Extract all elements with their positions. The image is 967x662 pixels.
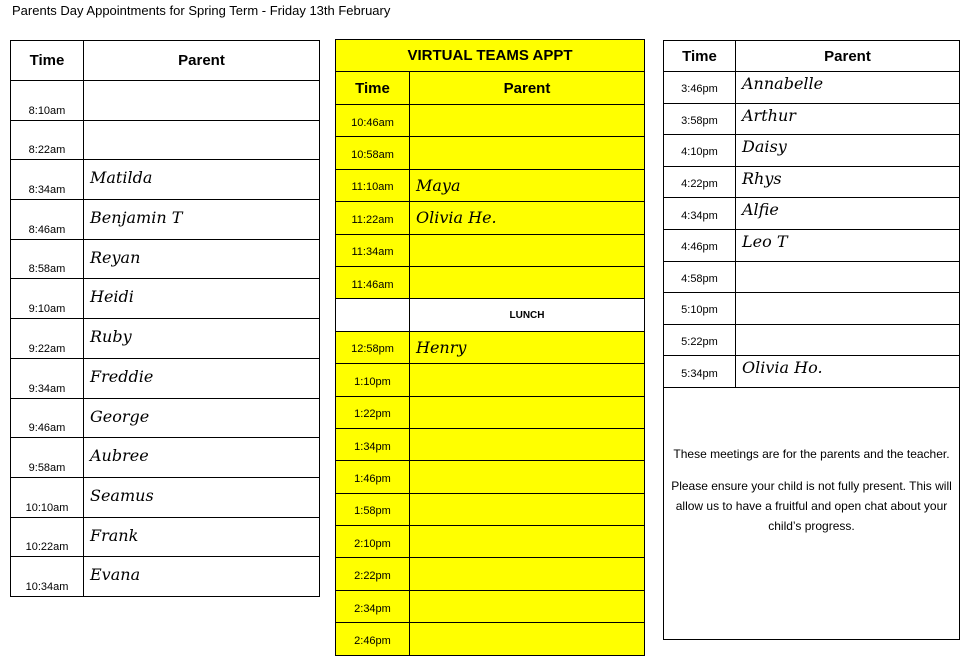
table-row (11, 239, 320, 279)
table-row (336, 558, 645, 590)
appointment-time: 10:58am (336, 137, 410, 169)
appointment-parent (410, 526, 645, 558)
note-line-1: These meetings are for the parents and the teacher. (673, 446, 950, 461)
table-row (336, 461, 645, 493)
table-header-row (336, 72, 645, 105)
appointment-time: 9:34am (11, 358, 84, 398)
appointment-time: 4:58pm (664, 261, 736, 293)
note-line-2: Please ensure your child is not fully present. This will allow us to have a fruitful and open chat about your child’s progress. (671, 478, 952, 533)
appointment-parent: Henry (410, 331, 645, 363)
appointment-time: 11:34am (336, 234, 410, 266)
appointment-time: 10:22am (11, 517, 84, 557)
appointment-time: 10:10am (11, 477, 84, 517)
time-column-header: Time (11, 41, 84, 81)
appointment-parent (410, 396, 645, 428)
table-row (11, 477, 320, 517)
table-row (11, 120, 320, 160)
appointment-parent (410, 461, 645, 493)
afternoon-appointments-table (663, 40, 960, 640)
time-column-header: Time (336, 72, 410, 105)
table-row (11, 358, 320, 398)
appointment-parent (410, 590, 645, 622)
appointment-parent: Olivia He. (410, 202, 645, 234)
meeting-note (664, 387, 960, 639)
appointment-time: 5:10pm (664, 293, 736, 325)
appointment-parent (84, 120, 320, 160)
appointment-time: 3:46pm (664, 72, 736, 104)
appointment-parent (410, 428, 645, 460)
appointment-parent: Freddie (84, 358, 320, 398)
appointment-time: 4:34pm (664, 198, 736, 230)
table-row (336, 396, 645, 428)
table-row (664, 293, 960, 325)
appointment-parent (410, 364, 645, 396)
appointment-parent (410, 137, 645, 169)
virtual-teams-appointments-table (335, 39, 645, 656)
appointment-parent: Benjamin T (84, 200, 320, 240)
table-row (11, 279, 320, 319)
appointment-parent: Rhys (736, 166, 960, 198)
appointment-time: 10:34am (11, 557, 84, 597)
table-row (336, 137, 645, 169)
lunch-time-cell (336, 299, 410, 331)
appointment-time: 3:58pm (664, 103, 736, 135)
morning-appointments-body (11, 81, 320, 597)
appointment-time: 8:10am (11, 81, 84, 121)
lunch-label: LUNCH (410, 299, 645, 331)
appointment-parent (410, 493, 645, 525)
table-row (11, 160, 320, 200)
appointment-time: 11:22am (336, 202, 410, 234)
appointment-time: 8:58am (11, 239, 84, 279)
page-title: Parents Day Appointments for Spring Term - Friday 13th February (12, 3, 391, 18)
appointment-time: 4:10pm (664, 135, 736, 167)
appointment-time: 2:10pm (336, 526, 410, 558)
table-row (11, 81, 320, 121)
appointment-time: 9:46am (11, 398, 84, 438)
appointment-parent: Heidi (84, 279, 320, 319)
appointment-parent (84, 81, 320, 121)
appointment-time: 1:22pm (336, 396, 410, 428)
table-row (336, 331, 645, 363)
table-row (664, 261, 960, 293)
table-row (336, 526, 645, 558)
table-header-row (11, 41, 320, 81)
appointment-parent: Olivia Ho. (736, 356, 960, 388)
parent-column-header: Parent (410, 72, 645, 105)
appointment-parent: Leo T (736, 229, 960, 261)
appointment-time: 2:34pm (336, 590, 410, 622)
table-row (11, 319, 320, 359)
table-row (664, 356, 960, 388)
appointment-parent: George (84, 398, 320, 438)
appointment-parent: Evana (84, 557, 320, 597)
appointment-parent: Frank (84, 517, 320, 557)
appointment-parent: Ruby (84, 319, 320, 359)
table-row (336, 364, 645, 396)
appointment-time: 8:46am (11, 200, 84, 240)
virtual-teams-appointments-body (336, 105, 645, 656)
appointment-time: 9:22am (11, 319, 84, 359)
virtual-teams-banner-row (336, 40, 645, 72)
appointment-parent (410, 234, 645, 266)
appointment-parent (736, 293, 960, 325)
appointment-parent (410, 105, 645, 137)
table-row (336, 493, 645, 525)
table-row (11, 200, 320, 240)
appointment-time: 2:46pm (336, 623, 410, 655)
appointment-parent: Seamus (84, 477, 320, 517)
meeting-note-row (664, 387, 960, 639)
appointment-parent (736, 261, 960, 293)
table-row (11, 398, 320, 438)
appointment-time: 1:58pm (336, 493, 410, 525)
appointment-time: 1:34pm (336, 428, 410, 460)
appointment-time: 12:58pm (336, 331, 410, 363)
parent-column-header: Parent (84, 41, 320, 81)
table-row (336, 590, 645, 622)
appointment-parent: Alfie (736, 198, 960, 230)
table-row (336, 623, 645, 655)
table-row (336, 234, 645, 266)
appointment-time: 8:22am (11, 120, 84, 160)
appointment-time: 9:10am (11, 279, 84, 319)
table-row (336, 266, 645, 298)
time-column-header: Time (664, 41, 736, 72)
appointment-time: 11:10am (336, 169, 410, 201)
appointment-time: 5:22pm (664, 324, 736, 356)
appointment-time: 1:10pm (336, 364, 410, 396)
appointment-time: 10:46am (336, 105, 410, 137)
appointment-time: 4:22pm (664, 166, 736, 198)
table-row (11, 438, 320, 478)
appointment-parent: Daisy (736, 135, 960, 167)
appointment-time: 11:46am (336, 266, 410, 298)
table-row (664, 324, 960, 356)
appointment-time: 9:58am (11, 438, 84, 478)
appointment-parent (736, 324, 960, 356)
table-row (336, 202, 645, 234)
appointment-parent: Matilda (84, 160, 320, 200)
appointment-parent (410, 558, 645, 590)
table-row (336, 428, 645, 460)
table-row (664, 229, 960, 261)
table-row (664, 166, 960, 198)
table-row (11, 557, 320, 597)
table-row (11, 517, 320, 557)
appointment-time: 4:46pm (664, 229, 736, 261)
lunch-row (336, 299, 645, 331)
morning-appointments-table (10, 40, 320, 597)
appointment-parent (410, 266, 645, 298)
table-row (336, 169, 645, 201)
virtual-teams-banner: VIRTUAL TEAMS APPT (336, 40, 645, 72)
appointment-parent (410, 623, 645, 655)
appointment-time: 2:22pm (336, 558, 410, 590)
table-header-row (664, 41, 960, 72)
appointment-parent: Maya (410, 169, 645, 201)
table-row (664, 103, 960, 135)
table-row (336, 105, 645, 137)
appointment-time: 1:46pm (336, 461, 410, 493)
appointment-parent: Reyan (84, 239, 320, 279)
appointment-parent: Annabelle (736, 72, 960, 104)
appointment-parent: Aubree (84, 438, 320, 478)
appointment-time: 8:34am (11, 160, 84, 200)
parent-column-header: Parent (736, 41, 960, 72)
table-row (664, 198, 960, 230)
appointment-parent: Arthur (736, 103, 960, 135)
appointment-time: 5:34pm (664, 356, 736, 388)
table-row (664, 72, 960, 104)
afternoon-appointments-body (664, 72, 960, 388)
table-row (664, 135, 960, 167)
